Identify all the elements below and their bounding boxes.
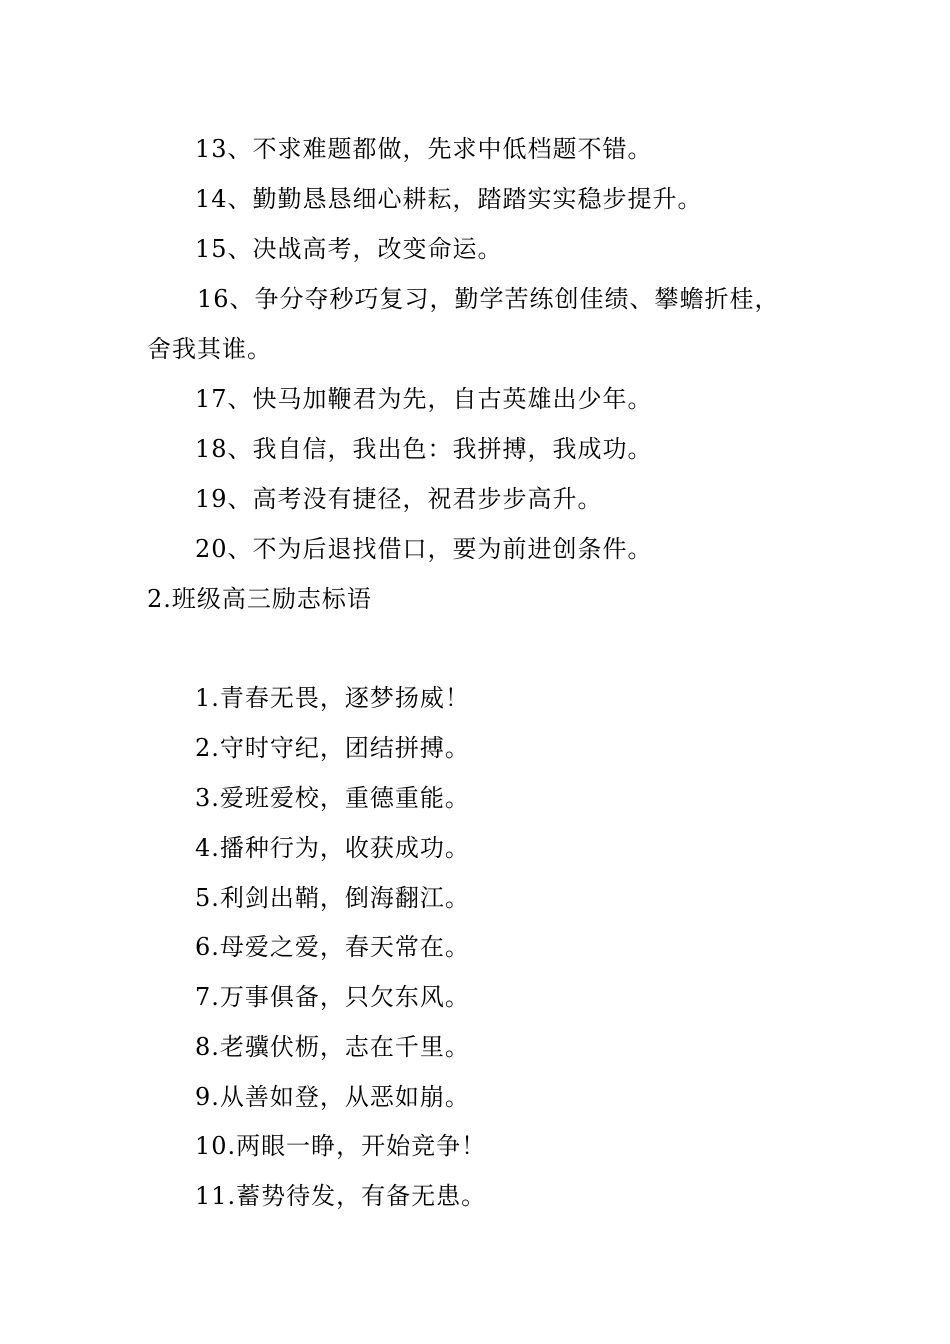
slogan-line-18: 18、我自信，我出色：我拼搏，我成功。 (195, 435, 653, 463)
class-slogan-10: 10.两眼一睁，开始竞争！ (195, 1132, 487, 1160)
class-slogan-7: 7.万事俱备，只欠东风。 (195, 983, 470, 1011)
class-slogan-6: 6.母爱之爱，春天常在。 (195, 933, 470, 961)
slogan-line-17: 17、快马加鞭君为先，自古英雄出少年。 (195, 385, 653, 413)
slogan-line-16-continued: 舍我其谁。 (147, 335, 272, 363)
slogan-line-19: 19、高考没有捷径，祝君步步高升。 (195, 485, 603, 513)
slogan-line-15: 15、决战高考，改变命运。 (195, 235, 503, 263)
class-slogan-4: 4.播种行为，收获成功。 (195, 834, 470, 862)
slogan-line-20: 20、不为后退找借口，要为前进创条件。 (195, 535, 653, 563)
class-slogan-2: 2.守时守纪，团结拼搏。 (195, 734, 470, 762)
class-slogan-11: 11.蓄势待发，有备无患。 (195, 1182, 487, 1210)
slogan-line-16: 16、争分夺秒巧复习，勤学苦练创佳绩、攀蟾折桂， (197, 285, 780, 313)
slogan-line-13: 13、不求难题都做，先求中低档题不错。 (195, 135, 653, 163)
class-slogan-5: 5.利剑出鞘，倒海翻江。 (195, 884, 470, 912)
class-slogan-9: 9.从善如登，从恶如崩。 (195, 1083, 470, 1111)
class-slogan-8: 8.老骥伏枥，志在千里。 (195, 1033, 470, 1061)
class-slogan-1: 1.青春无畏，逐梦扬威！ (195, 684, 470, 712)
slogan-line-14: 14、勤勤恳恳细心耕耘，踏踏实实稳步提升。 (195, 185, 703, 213)
class-slogan-3: 3.爱班爱校，重德重能。 (195, 784, 470, 812)
section-heading: 2.班级高三励志标语 (147, 585, 372, 613)
